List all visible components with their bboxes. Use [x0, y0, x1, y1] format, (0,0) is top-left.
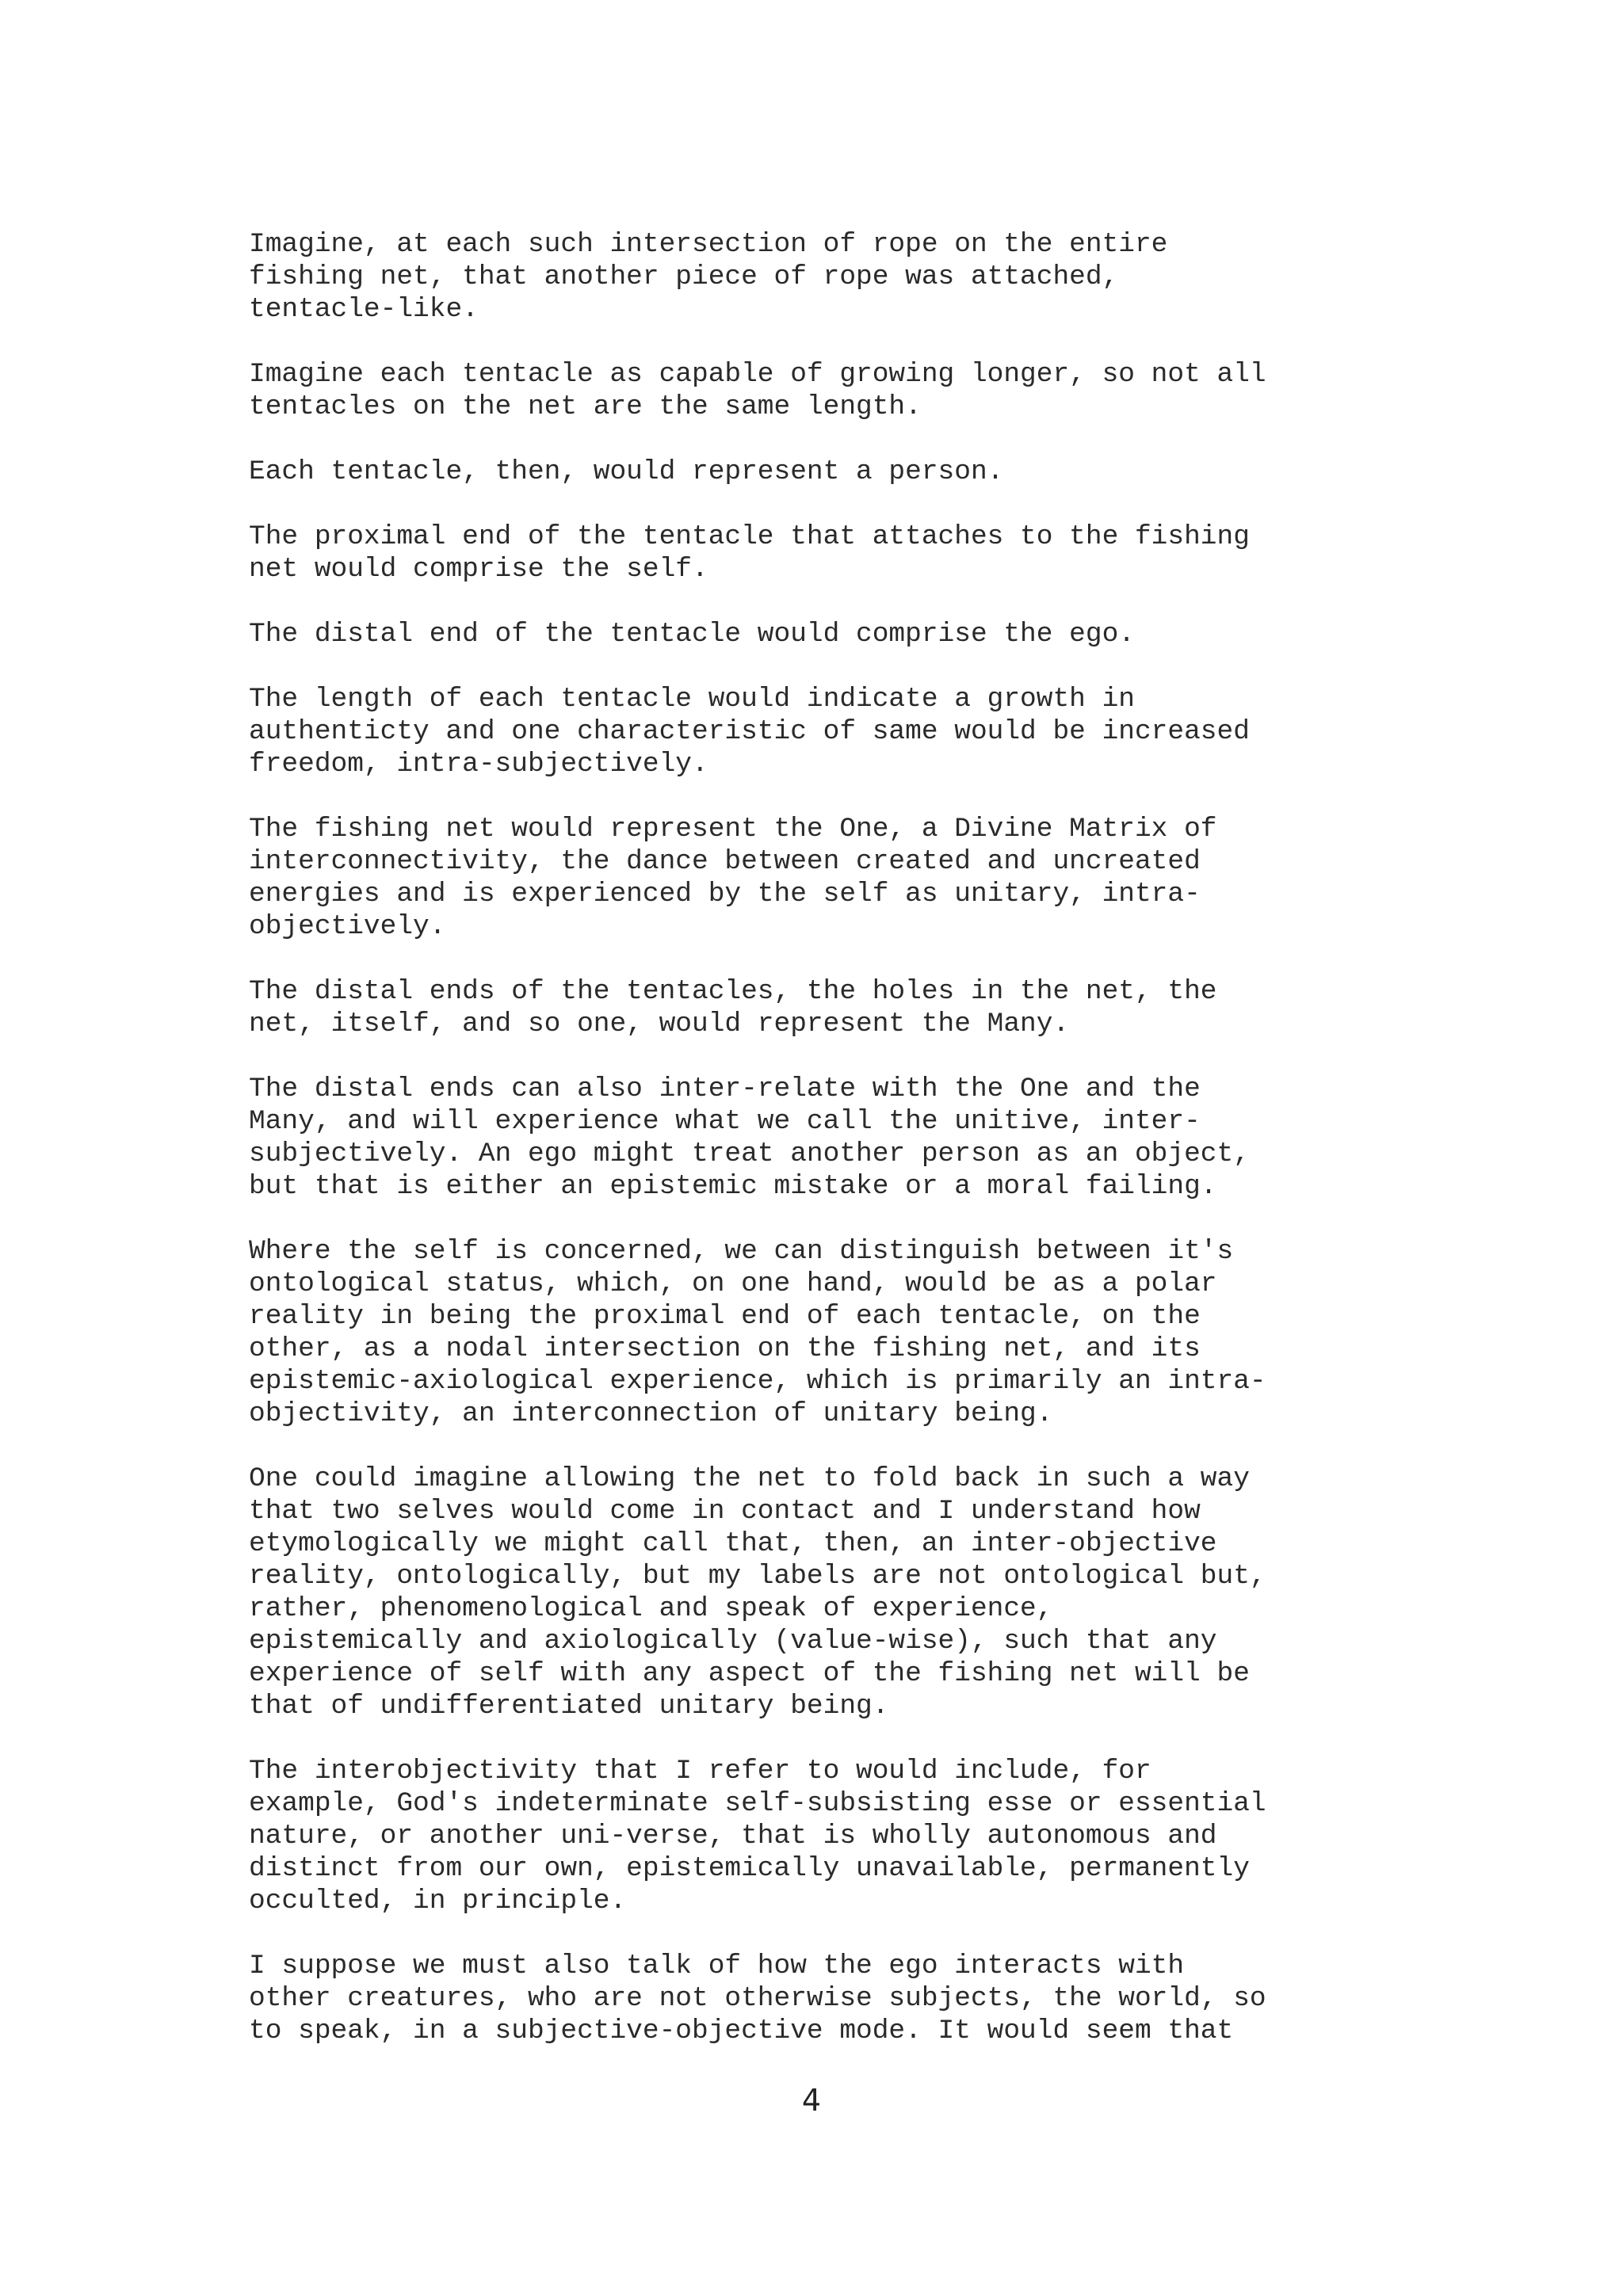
paragraph-4: The proximal end of the tentacle that attaches to the fishing net would comprise the self.: [249, 521, 1250, 585]
paragraph-7: The fishing net would represent the One, a Divine Matrix of interconnectivity, the dance between created and uncreated energies and is experienced by the self as unitary, intra- objectively.: [249, 814, 1217, 942]
paragraph-11: One could imagine allowing the net to fold back in such a way that two selves would come in contact and I understand how etymologically we might call that, then, an inter-objective reality, ontologically, but my labels are not ontological but, rather, phenomenological and speak of experience, epistemically and axiologically (value-wise), such that any experience of self with any aspect of the fishing net will be that of undifferentiated unitary being.: [249, 1463, 1266, 1722]
paragraph-8: The distal ends of the tentacles, the holes in the net, the net, itself, and so one, would represent the Many.: [249, 976, 1217, 1039]
paragraph-1: Imagine, at each such intersection of rope on the entire fishing net, that another piece of rope was attached, tentacle-like.: [249, 229, 1168, 325]
page-number: 4: [801, 2083, 822, 2118]
paragraph-13: I suppose we must also talk of how the ego interacts with other creatures, who are not otherwise subjects, the world, so to speak, in a subjective-objective mode. It would seem that: [249, 1951, 1266, 2046]
paragraph-10: Where the self is concerned, we can distinguish between it's ontological status, which, on one hand, would be as a polar reality in being the proximal end of each tentacle, on the other, as a nodal intersection on the fishing net, and its epistemic-axiological experience, which is primarily an intra- objectivity, an interconnection of unitary being.: [249, 1236, 1266, 1429]
paragraph-6: The length of each tentacle would indicate a growth in authenticty and one characteristic of same would be increased freedom, intra-subjectively.: [249, 684, 1250, 780]
paragraph-2: Imagine each tentacle as capable of growing longer, so not all tentacles on the net are the same length.: [249, 359, 1266, 422]
paragraph-5: The distal end of the tentacle would comprise the ego.: [249, 619, 1135, 650]
body-text: [249, 228, 1485, 2080]
paragraph-12: The interobjectivity that I refer to would include, for example, God's indeterminate self-subsisting esse or essential nature, or another uni-verse, that is wholly autonomous and distinct from our own, epistemically unavailable, permanently occulted, in principle.: [249, 1756, 1266, 1917]
paragraph-3: Each tentacle, then, would represent a person.: [249, 456, 1004, 487]
paragraph-9: The distal ends can also inter-relate with the One and the Many, and will experience what we call the unitive, inter- subjectively. An ego might treat another person as an object, but that is either an epistemic mistake or a moral failing.: [249, 1074, 1250, 1202]
